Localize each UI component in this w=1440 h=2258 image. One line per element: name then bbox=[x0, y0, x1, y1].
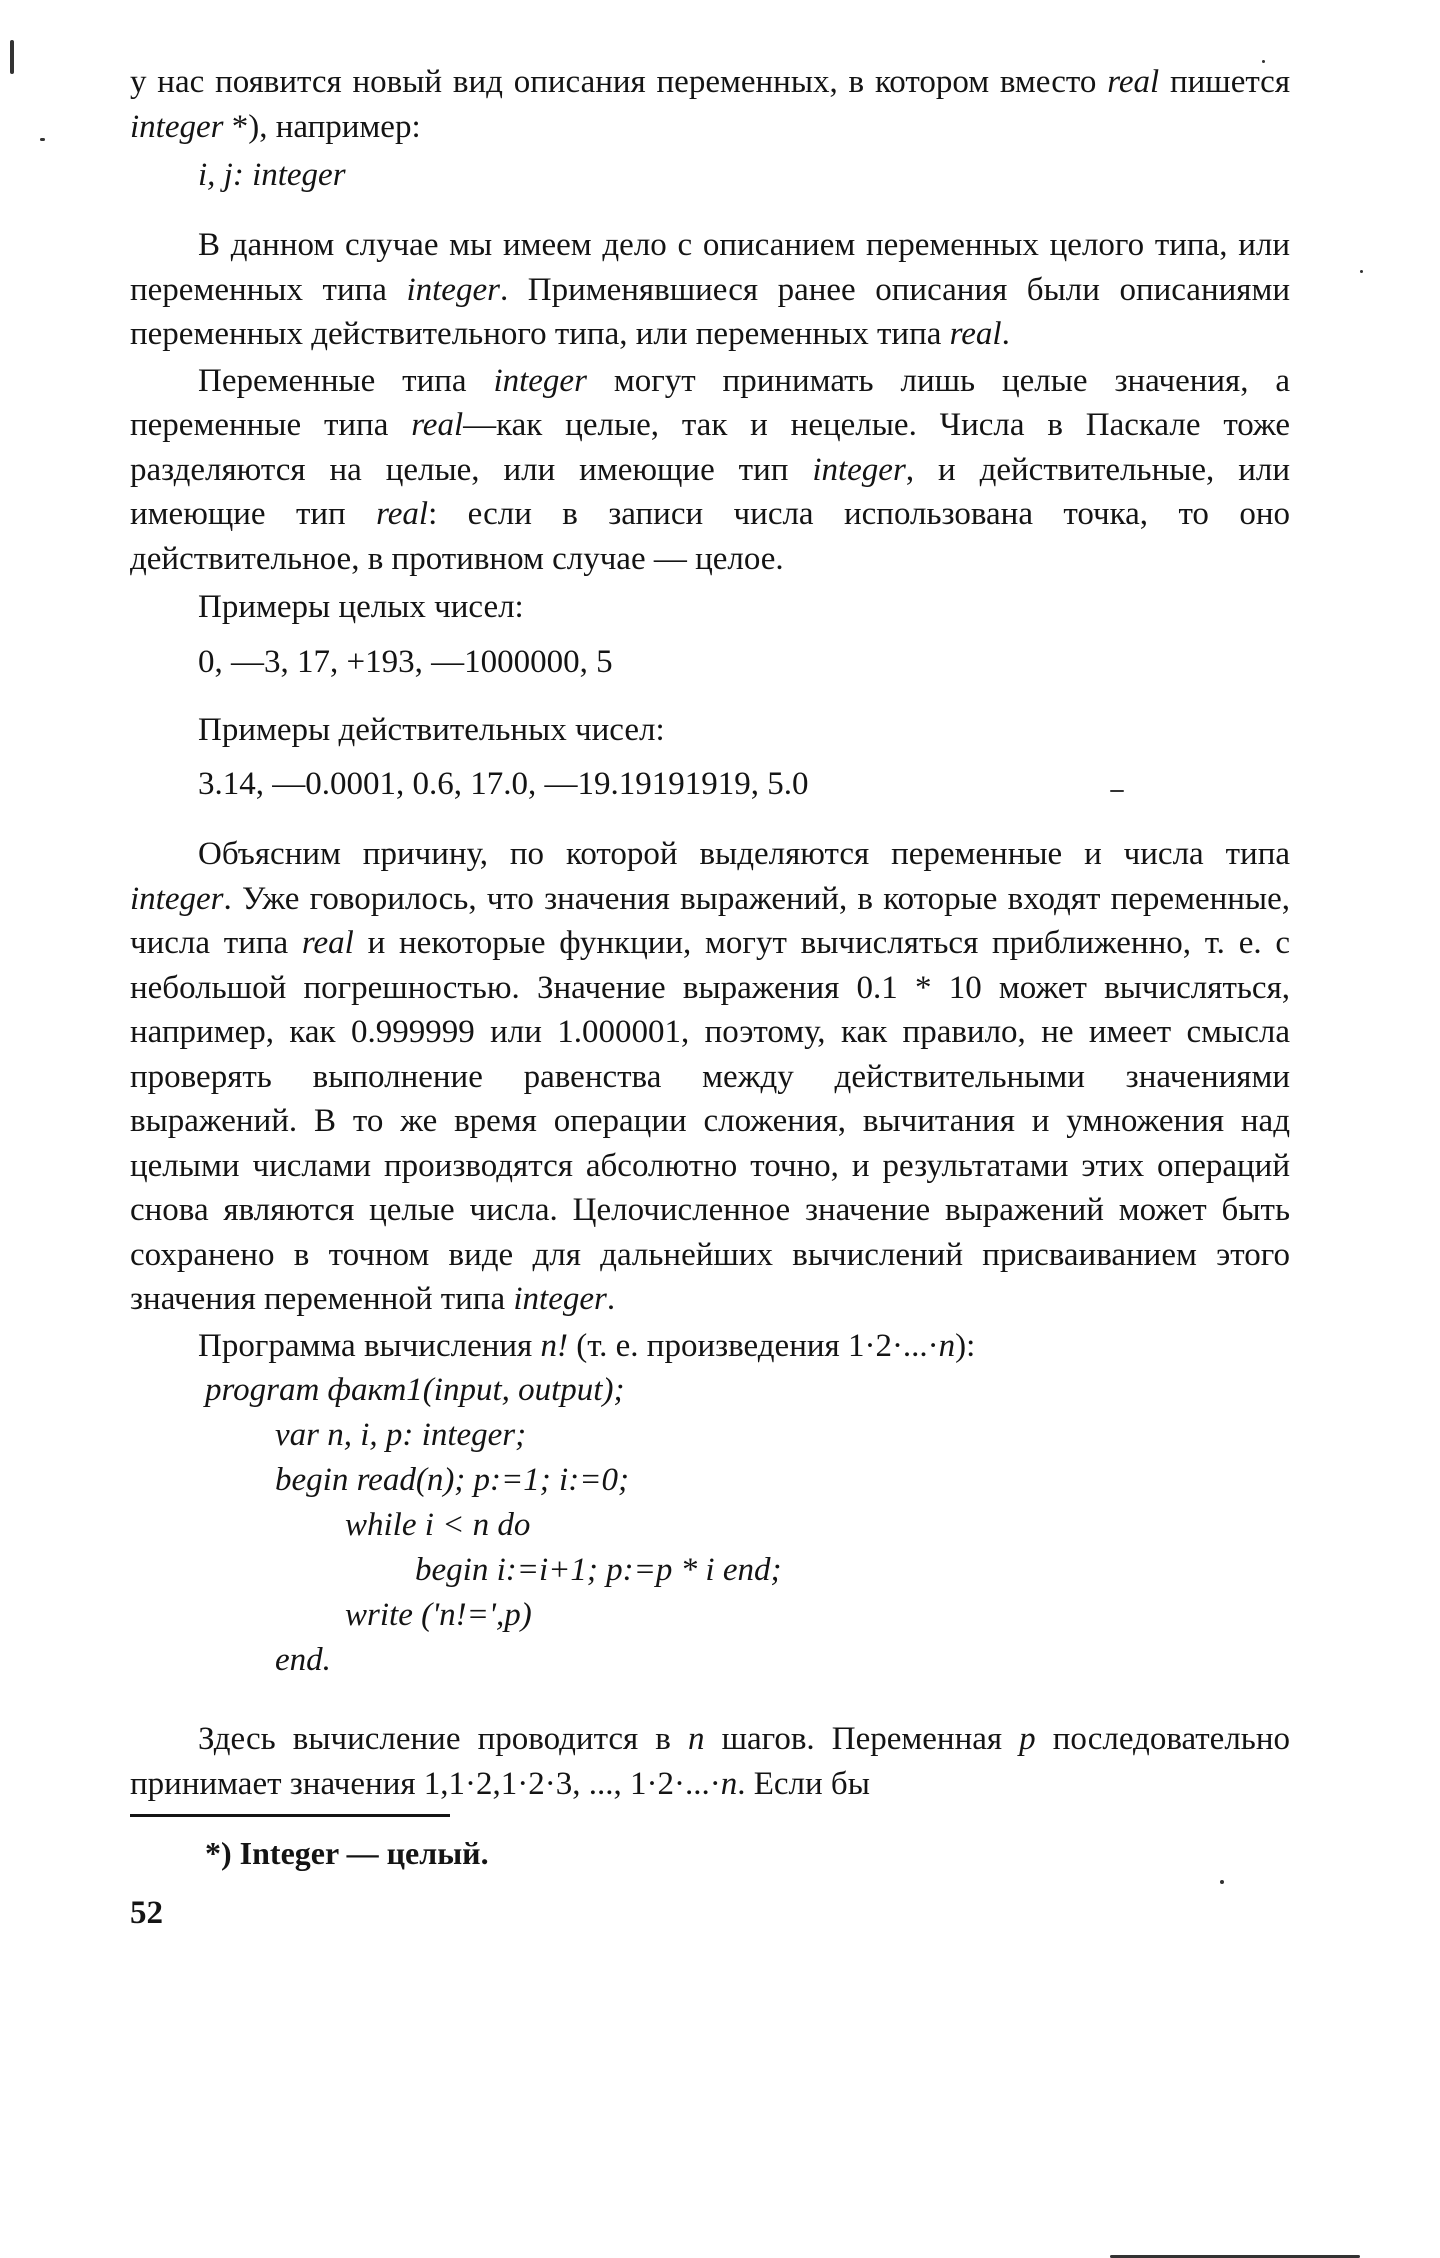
example-declaration: i, j: integer bbox=[198, 157, 346, 193]
code-block bbox=[205, 1368, 1290, 1683]
paragraph-3: Объясним причину, по которой выделяются переменные и числа типа integer. Уже говорилось, что значения выражений, в которые входят переменные, числа типа real и некоторые функции, могут вычисляться приближенно, т. е. с небольшой погрешностью. Значение выражения 0.1 * 10 может вычисляться, например, как 0.999999 или 1.000001, поэтому, как правило, не имеет смысла проверять выполнение равенства между действительными значениями выражений. В то же время операции сложения, вычитания и умножения над целыми числами производятся абсолютно точно, и результатами этих операций снова являются целые числа. Целочисленное значение выражений может быть сохранено в точном виде для дальнейших вычислений присваиванием этого значения переменной типа integer. bbox=[130, 836, 1290, 1317]
code-line: begin i:=i+1; p:=p * i end; bbox=[415, 1552, 782, 1588]
code-line: while i < n do bbox=[345, 1507, 531, 1543]
page-number: 52 bbox=[130, 1895, 163, 1931]
code-line: program факт1(input, output); bbox=[205, 1372, 625, 1408]
code-line: end. bbox=[275, 1642, 331, 1678]
code-line: write ('n!=',p) bbox=[345, 1597, 532, 1633]
paragraph-4: Программа вычисления n! (т. е. произведения 1·2·...·n): bbox=[198, 1327, 976, 1364]
scan-mark bbox=[10, 40, 14, 74]
paragraph-5: Здесь вычисление проводится в n шагов. Переменная p последовательно принимает значения 1,1·2,1·2·3, ..., 1·2·...·n. Если бы bbox=[130, 1721, 1291, 1802]
paragraph-1: В данном случае мы имеем дело с описанием переменных целого типа, или переменных типа integer. Применявшиеся ранее описания были описаниями переменных действительного типа, или переменных типа real. bbox=[130, 227, 1290, 352]
code-line: var n, i, p: integer; bbox=[275, 1417, 527, 1453]
scan-speck bbox=[1360, 270, 1363, 273]
scan-speck bbox=[40, 138, 45, 141]
int-examples: 0, —3, 17, +193, —1000000, 5 bbox=[198, 643, 613, 680]
footnote-rule bbox=[130, 1814, 450, 1817]
scan-speck bbox=[1262, 60, 1265, 63]
scan-speck bbox=[1220, 1880, 1224, 1884]
footnote: *) Integer — целый. bbox=[205, 1835, 489, 1871]
code-line: begin read(n); p:=1; i:=0; bbox=[275, 1462, 629, 1498]
paragraph-0: у нас появится новый вид описания переменных, в котором вместо real пишется integer *), например: bbox=[130, 64, 1291, 145]
real-examples-label: Примеры действительных чисел: bbox=[198, 711, 665, 748]
paragraph-2: Переменные типа integer могут принимать лишь целые значения, а переменные типа real—как целые, так и нецелые. Числа в Паскале тоже разделяются на целые, или имеющие тип integer, и действительные, или имеющие тип real: если в записи числа использована точка, то оно действительное, в противном случае — целое. bbox=[130, 362, 1291, 577]
book-page bbox=[130, 60, 1290, 1932]
real-examples: 3.14, —0.0001, 0.6, 17.0, —19.19191919, 5.0 bbox=[198, 766, 809, 802]
int-examples-label: Примеры целых чисел: bbox=[198, 589, 524, 625]
scan-speck bbox=[1110, 790, 1124, 792]
